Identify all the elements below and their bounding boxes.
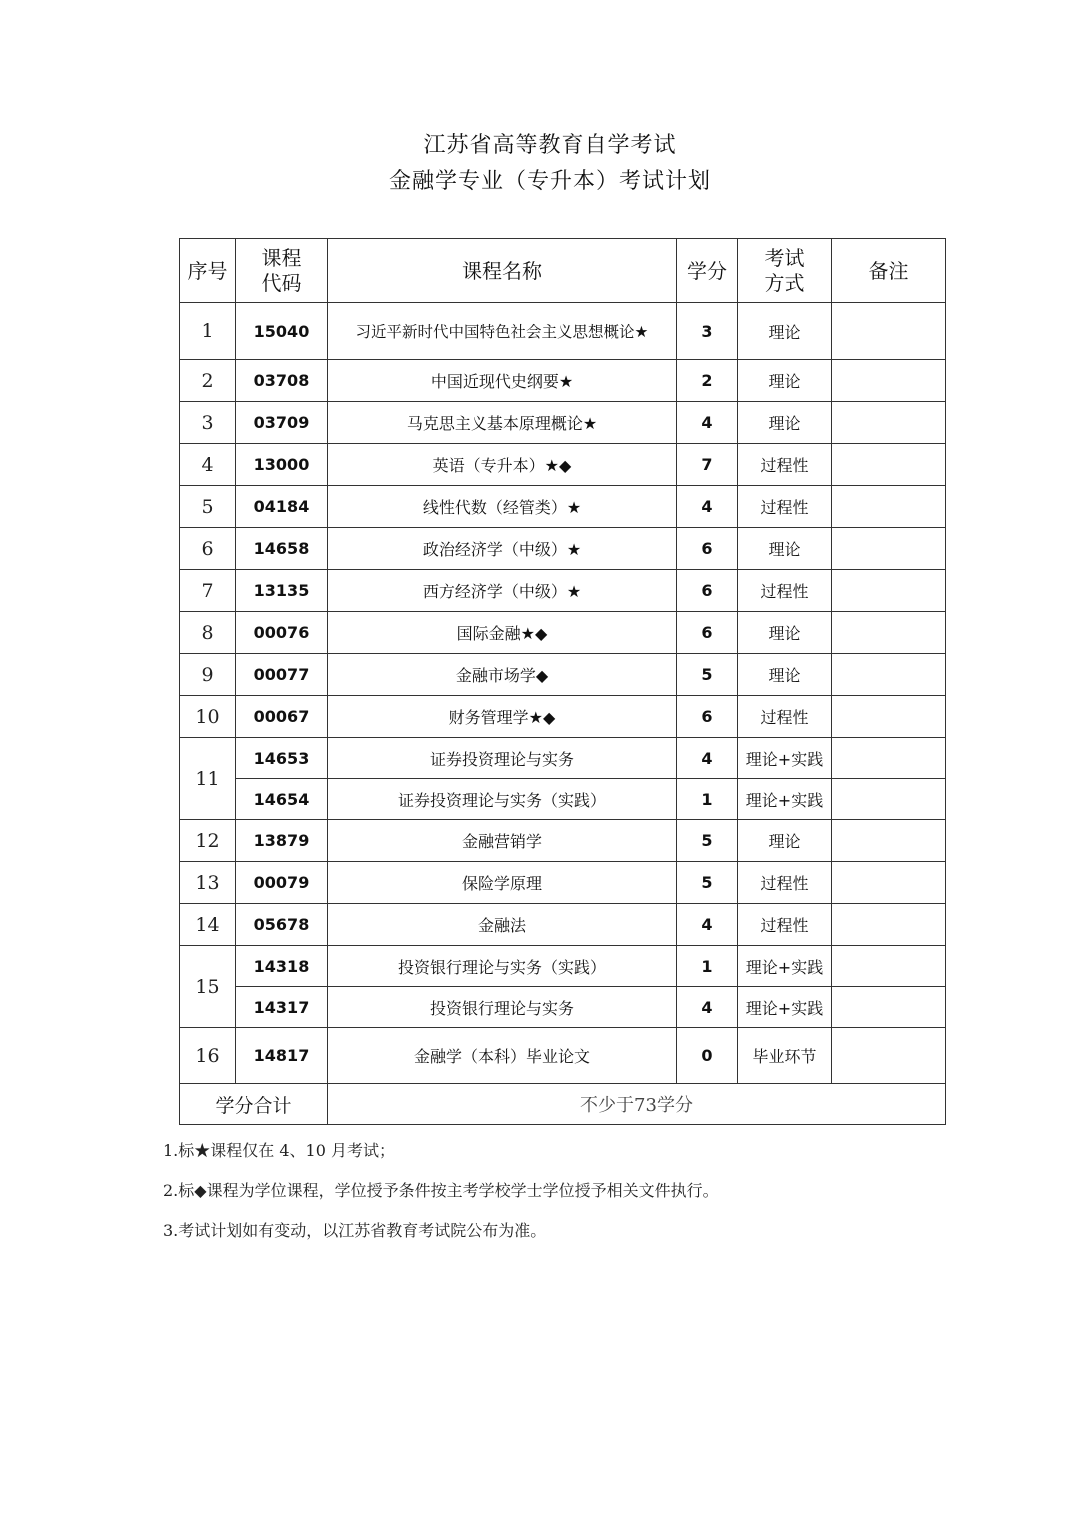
row-exam-mode: 过程性 [738,696,832,738]
row-course-name: 习近平新时代中国特色社会主义思想概论★ [328,303,677,360]
table-row [180,654,946,696]
row-course-name: 政治经济学（中级）★ [328,528,677,570]
row-remark [832,987,946,1028]
row-remark [832,570,946,612]
row-seq: 1 [180,303,236,360]
row-exam-mode: 过程性 [738,904,832,946]
row-remark [832,360,946,402]
row-credit: 5 [677,862,738,904]
row-credit: 6 [677,696,738,738]
header-code-line-1: 课程 [261,245,302,270]
footnote-star: 1.标★课程仅在 4、10 月考试； [163,1141,395,1160]
row-credit: 4 [677,486,738,528]
row-course-name: 马克思主义基本原理概论★ [328,402,677,444]
table-row [180,946,946,987]
row-remark [832,402,946,444]
row-remark [832,904,946,946]
row-seq: 13 [180,862,236,904]
row-course-name: 英语（专升本）★◆ [328,444,677,486]
row-credit: 5 [677,820,738,862]
row-remark [832,862,946,904]
row-credit: 6 [677,612,738,654]
row-remark [832,444,946,486]
row-exam-mode: 理论+实践 [738,987,832,1028]
row-exam-mode: 过程性 [738,444,832,486]
row-seq: 5 [180,486,236,528]
row-code: 03709 [236,402,328,444]
row-seq: 11 [180,738,236,820]
row-credit: 4 [677,738,738,779]
row-course-name: 投资银行理论与实务 [328,987,677,1028]
row-course-name: 财务管理学★◆ [328,696,677,738]
row-seq: 10 [180,696,236,738]
row-remark [832,696,946,738]
table-row [180,570,946,612]
table-row [180,696,946,738]
row-exam-mode: 理论+实践 [738,738,832,779]
row-code: 05678 [236,904,328,946]
table-row [180,987,946,1028]
row-seq: 2 [180,360,236,402]
row-code: 14653 [236,738,328,779]
row-code: 00077 [236,654,328,696]
header-mode-line-2: 方式 [764,270,805,295]
table-row [180,779,946,820]
row-credit: 2 [677,360,738,402]
row-seq: 4 [180,444,236,486]
row-exam-mode: 理论 [738,654,832,696]
row-exam-mode: 理论 [738,303,832,360]
row-credit: 1 [677,779,738,820]
row-code: 00076 [236,612,328,654]
header-mode-line-1: 考试 [764,245,805,270]
row-seq: 3 [180,402,236,444]
footnote-diamond: 2.标◆课程为学位课程，学位授予条件按主考学校学士学位授予相关文件执行。 [163,1181,719,1200]
table-row [180,1028,946,1084]
row-course-name: 金融学（本科）毕业论文 [328,1028,677,1084]
header-seq: 序号 [180,239,236,303]
table-row [180,486,946,528]
table-row [180,738,946,779]
row-course-name: 投资银行理论与实务（实践） [328,946,677,987]
row-remark [832,612,946,654]
row-credit: 6 [677,570,738,612]
row-credit: 0 [677,1028,738,1084]
table-row [180,904,946,946]
exam-plan-table [179,238,946,1125]
row-exam-mode: 理论+实践 [738,946,832,987]
row-credit: 3 [677,303,738,360]
row-remark [832,654,946,696]
row-code: 03708 [236,360,328,402]
row-code: 14658 [236,528,328,570]
header-credit: 学分 [677,239,738,303]
row-remark [832,779,946,820]
row-credit: 1 [677,946,738,987]
table-row [180,862,946,904]
row-course-name: 线性代数（经管类）★ [328,486,677,528]
total-row [180,1084,946,1125]
row-course-name: 证券投资理论与实务（实践） [328,779,677,820]
row-code: 15040 [236,303,328,360]
row-code: 00067 [236,696,328,738]
table-header-row [180,239,946,303]
header-name: 课程名称 [328,239,677,303]
row-code: 14817 [236,1028,328,1084]
header-remark: 备注 [832,239,946,303]
row-seq: 14 [180,904,236,946]
table-row [180,360,946,402]
row-exam-mode: 理论 [738,402,832,444]
footnote-changes: 3.考试计划如有变动，以江苏省教育考试院公布为准。 [163,1221,547,1240]
row-remark [832,528,946,570]
row-credit: 4 [677,904,738,946]
row-course-name: 证券投资理论与实务 [328,738,677,779]
row-seq: 7 [180,570,236,612]
row-code: 13879 [236,820,328,862]
row-code: 14654 [236,779,328,820]
row-course-name: 国际金融★◆ [328,612,677,654]
row-credit: 6 [677,528,738,570]
row-code: 00079 [236,862,328,904]
row-exam-mode: 过程性 [738,862,832,904]
row-exam-mode: 过程性 [738,570,832,612]
row-course-name: 中国近现代史纲要★ [328,360,677,402]
header-code-line-2: 代码 [261,270,302,295]
total-credits-value: 不少于73学分 [328,1084,946,1125]
row-seq: 8 [180,612,236,654]
table-row [180,402,946,444]
row-exam-mode: 理论 [738,612,832,654]
row-exam-mode: 理论 [738,820,832,862]
row-remark [832,303,946,360]
table-row [180,303,946,360]
total-credits-label: 学分合计 [180,1084,328,1125]
row-credit: 4 [677,987,738,1028]
row-seq: 9 [180,654,236,696]
row-seq: 16 [180,1028,236,1084]
row-seq: 6 [180,528,236,570]
row-course-name: 金融法 [328,904,677,946]
table-row [180,820,946,862]
row-credit: 5 [677,654,738,696]
row-code: 13135 [236,570,328,612]
row-exam-mode: 毕业环节 [738,1028,832,1084]
row-remark [832,946,946,987]
row-exam-mode: 理论 [738,528,832,570]
row-remark [832,486,946,528]
footnotes [163,1138,983,1258]
row-seq: 15 [180,946,236,1028]
row-credit: 7 [677,444,738,486]
header-mode [738,239,832,303]
row-exam-mode: 过程性 [738,486,832,528]
row-exam-mode: 理论+实践 [738,779,832,820]
row-exam-mode: 理论 [738,360,832,402]
title-line-2: 金融学专业（专升本）考试计划 [388,169,711,194]
table-row [180,444,946,486]
row-course-name: 金融市场学◆ [328,654,677,696]
header-code [236,239,328,303]
row-code: 13000 [236,444,328,486]
row-course-name: 西方经济学（中级）★ [328,570,677,612]
row-code: 14317 [236,987,328,1028]
row-remark [832,738,946,779]
row-seq: 12 [180,820,236,862]
row-code: 04184 [236,486,328,528]
document-title [0,128,1080,200]
row-credit: 4 [677,402,738,444]
row-remark [832,820,946,862]
row-course-name: 金融营销学 [328,820,677,862]
row-code: 14318 [236,946,328,987]
table-row [180,612,946,654]
title-line-1: 江苏省高等教育自学考试 [423,133,677,158]
row-course-name: 保险学原理 [328,862,677,904]
row-remark [832,1028,946,1084]
table-row [180,528,946,570]
